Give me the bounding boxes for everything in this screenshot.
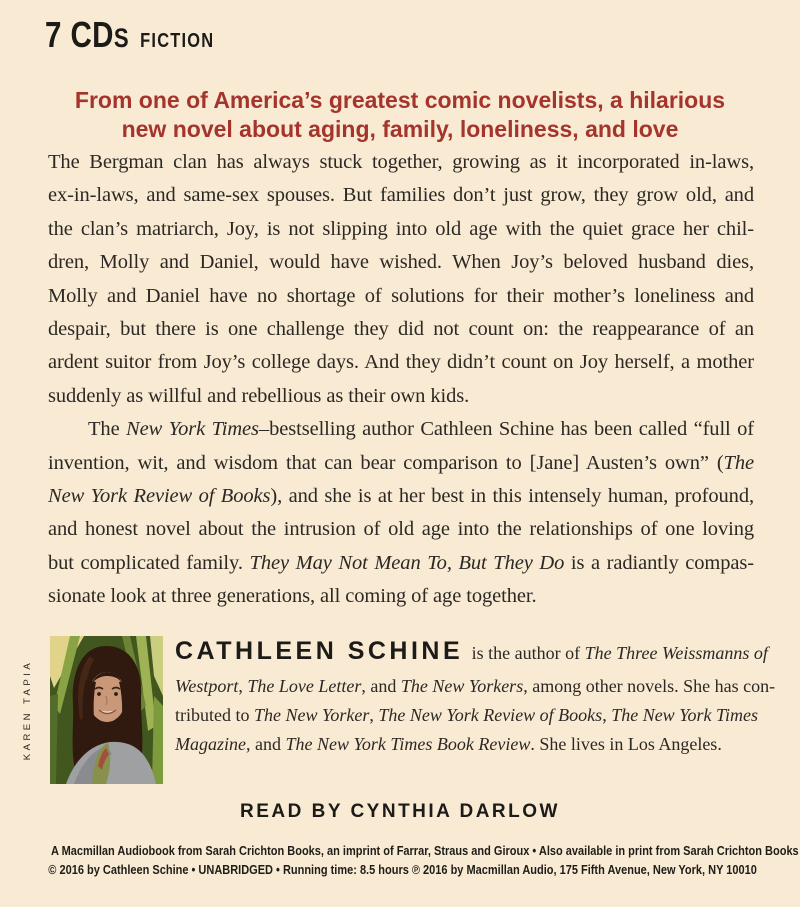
synopsis-line: invention, wit, and wisdom that can bear comparison to [Jane] Austen’s own” (The xyxy=(48,451,754,474)
bio-line: Westport, The Love Letter, and The New Yorkers, among other novels. She has con- xyxy=(175,676,776,696)
bio-line: tributed to The New Yorker, The New York Review of Books, The New York Times xyxy=(175,705,759,725)
synopsis-line: despair, but there is one challenge they did not count on: the reappearance of an xyxy=(48,317,754,340)
imprint-credits xyxy=(0,842,800,879)
synopsis-line: The Bergman clan has always stuck together, growing as it incorporated in-laws, xyxy=(48,151,754,173)
synopsis-line: New York Review of Books), and she is at her best in this intensely human, profound, xyxy=(48,484,754,507)
synopsis-line: but complicated family. They May Not Mean To, But They Do is a radiantly compas- xyxy=(48,551,754,574)
synopsis-line: ardent suitor from Joy’s college days. And they didn’t count on Joy herself, a mother xyxy=(48,351,754,374)
author-photo xyxy=(50,636,163,784)
synopsis-line: ex-in-laws, and same-sex spouses. But families don’t just grow, they grow old, and xyxy=(48,184,754,207)
synopsis-line: dren, Molly and Daniel, would have wished. When Joy’s beloved husband dies, xyxy=(48,251,754,274)
synopsis-line: the clan’s matriarch, Joy, is not slipping into old age with the quiet grace her chil- xyxy=(48,217,754,240)
synopsis-line: The New York Times–bestselling author Cathleen Schine has been called “full of xyxy=(88,418,754,441)
bio-text: is the author of The Three Weissmanns of xyxy=(467,643,768,663)
bio-line: Magazine, and The New York Times Book Review. She lives in Los Angeles. xyxy=(175,734,722,754)
format-header xyxy=(45,14,214,56)
synopsis-line: Molly and Daniel have no shortage of solutions for their mother’s loneliness and xyxy=(48,284,754,307)
imprint-line-1: A Macmillan Audiobook from Sarah Crichton Books, an imprint of Farrar, Straus and Giroux • Also available in print from Sarah Crichton Books xyxy=(50,844,799,858)
tagline-line-1: From one of America’s greatest comic novelists, a hilarious xyxy=(74,87,726,113)
narrator-credit: READ BY CYNTHIA DARLOW xyxy=(240,801,560,822)
author-bio xyxy=(175,630,776,759)
tagline xyxy=(0,86,800,144)
synopsis xyxy=(48,146,754,613)
cd-count: 7 CD xyxy=(45,14,114,55)
synopsis-line: and honest novel about the intrusion of old age into the relationships of one loving xyxy=(48,518,754,541)
synopsis-line: sionate look at three generations, all coming of age together. xyxy=(48,585,537,608)
tagline-line-2: new novel about aging, family, loneliness, and love xyxy=(121,116,679,142)
imprint-line-2: © 2016 by Cathleen Schine • UNABRIDGED • Running time: 8.5 hours ℗ 2016 by Macmillan Audio, 175 Fifth Avenue, New York, NY 10010 xyxy=(48,862,757,877)
synopsis-line: suddenly as willful and rebellious as their own kids. xyxy=(48,384,470,407)
photo-credit: KAREN TAPIA xyxy=(22,659,33,761)
bio-line xyxy=(175,630,768,672)
cd-count-suffix: S xyxy=(113,23,129,53)
category-label: FICTION xyxy=(140,30,215,52)
author-name: CATHLEEN SCHINE xyxy=(175,637,464,665)
